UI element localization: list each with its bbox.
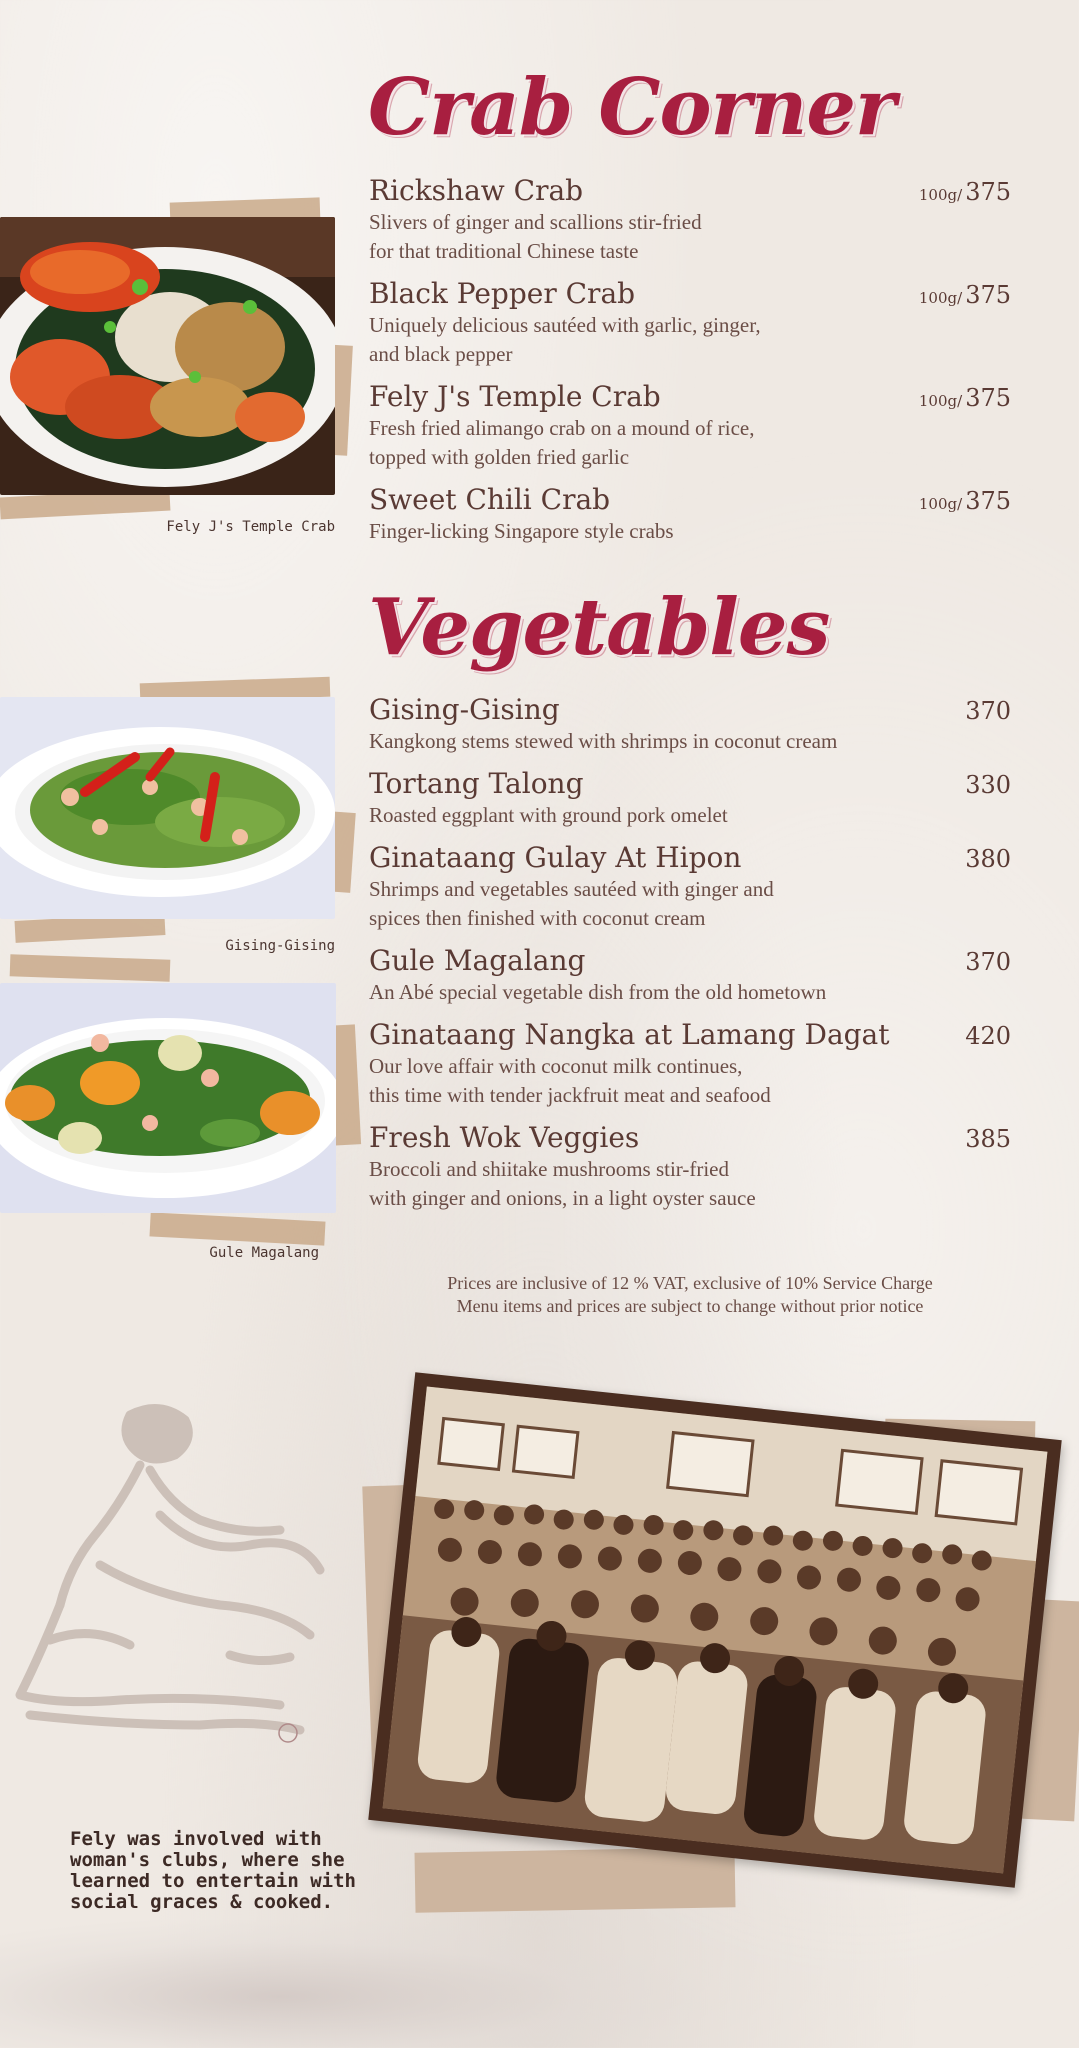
item-price: 380 (965, 845, 1011, 873)
item-name: Gule Magalang (369, 944, 586, 977)
item-unit: 100g/ (918, 495, 963, 513)
item-name: Ginataang Nangka at Lamang Dagat (369, 1018, 890, 1051)
menu-item-ginataang-nangka (369, 1018, 1011, 1110)
item-description-line: An Abé special vegetable dish from the old hometown (369, 980, 827, 1004)
menu-item-rickshaw-crab (369, 174, 1011, 266)
item-price: 385 (965, 1125, 1011, 1153)
item-description (369, 875, 1011, 933)
item-price (919, 281, 1011, 309)
item-description-line: Broccoli and shiitake mushrooms stir-fried (369, 1157, 730, 1181)
item-description-line: Fresh fried alimango crab on a mound of rice, (369, 416, 755, 440)
item-name: Gising-Gising (369, 693, 560, 726)
crab-photo-frame (0, 195, 345, 525)
item-description-line: this time with tender jackfruit meat and seafood (369, 1083, 771, 1107)
item-name: Sweet Chili Crab (369, 483, 611, 516)
gising-photo-frame (0, 672, 345, 942)
item-description (369, 1155, 1011, 1213)
item-description-line: Roasted eggplant with ground pork omelet (369, 803, 728, 827)
vintage-photo-image (383, 1387, 1048, 1874)
item-name: Ginataang Gulay At Hipon (369, 841, 742, 874)
tape-strip (10, 954, 171, 982)
item-price: 330 (965, 771, 1011, 799)
menu-item-temple-crab (369, 380, 1011, 472)
item-unit: 100g/ (918, 186, 963, 204)
item-description-line: Uniquely delicious sautéed with garlic, ginger, (369, 313, 761, 337)
menu-item-gising-gising (369, 693, 1011, 756)
item-description-line: Kangkong stems stewed with shrimps in coconut cream (369, 729, 838, 753)
item-description (369, 517, 1011, 546)
item-description (369, 978, 1011, 1007)
item-description (369, 801, 1011, 830)
item-price-value: 375 (965, 281, 1011, 309)
item-description-line: topped with golden fried garlic (369, 445, 630, 469)
gule-photo-frame (0, 955, 360, 1245)
item-description-line: with ginger and onions, in a light oyster sauce (369, 1186, 756, 1210)
vegetables-title: Vegetables (368, 582, 830, 673)
paper-backing (415, 1847, 736, 1913)
temple-crab-photo (0, 217, 335, 495)
item-description (369, 311, 1011, 369)
notice-line: Prices are inclusive of 12 % VAT, exclusive of 10% Service Charge (447, 1273, 933, 1293)
item-price-value: 375 (965, 487, 1011, 515)
gising-gising-photo (0, 697, 335, 919)
item-price (919, 487, 1011, 515)
notice-line: Menu items and prices are subject to change without prior notice (456, 1296, 924, 1316)
item-description-line: Finger-licking Singapore style crabs (369, 519, 674, 543)
item-price: 370 (965, 948, 1011, 976)
vintage-photo-frame (360, 1380, 1079, 1940)
item-description-line: and black pepper (369, 342, 513, 366)
item-name: Fresh Wok Veggies (369, 1121, 640, 1154)
crab-corner-title: Crab Corner (368, 62, 896, 153)
gule-magalang-photo (0, 983, 336, 1213)
gising-photo-caption: Gising-Gising (225, 938, 335, 954)
menu-item-black-pepper-crab (369, 277, 1011, 369)
item-description-line: for that traditional Chinese taste (369, 239, 639, 263)
bottom-brush-smear (0, 1920, 700, 2048)
menu-item-fresh-wok-veggies (369, 1121, 1011, 1213)
item-price: 370 (965, 697, 1011, 725)
gule-photo-caption: Gule Magalang (209, 1245, 319, 1261)
fely-story-text: Fely was involved with woman's clubs, where she learned to entertain with social graces & cooked. (70, 1828, 356, 1913)
item-description (369, 414, 1011, 472)
item-description (369, 208, 1011, 266)
item-name: Fely J's Temple Crab (369, 380, 661, 413)
item-description (369, 1052, 1011, 1110)
menu-item-tortang-talong (369, 767, 1011, 830)
item-unit: 100g/ (918, 289, 963, 307)
tape-strip (149, 1212, 325, 1245)
item-description (369, 727, 1011, 756)
item-price: 420 (965, 1022, 1011, 1050)
item-price (919, 178, 1011, 206)
item-price-value: 375 (965, 384, 1011, 412)
item-description-line: Our love affair with coconut milk continues, (369, 1054, 743, 1078)
menu-item-gule-magalang (369, 944, 1011, 1007)
item-description-line: Slivers of ginger and scallions stir-fried (369, 210, 702, 234)
item-description-line: spices then finished with coconut cream (369, 906, 706, 930)
item-price-value: 375 (965, 178, 1011, 206)
price-notice (360, 1272, 1020, 1318)
vintage-group-photo (368, 1372, 1061, 1887)
item-name: Rickshaw Crab (369, 174, 584, 207)
woman-sketch-illustration (0, 1395, 350, 1759)
menu-item-sweet-chili-crab (369, 483, 1011, 546)
item-price (919, 384, 1011, 412)
item-name: Black Pepper Crab (369, 277, 636, 310)
item-description-line: Shrimps and vegetables sautéed with ginger and (369, 877, 774, 901)
item-name: Tortang Talong (369, 767, 584, 800)
menu-item-ginataang-gulay (369, 841, 1011, 933)
item-unit: 100g/ (918, 392, 963, 410)
crab-photo-caption: Fely J's Temple Crab (166, 519, 335, 535)
